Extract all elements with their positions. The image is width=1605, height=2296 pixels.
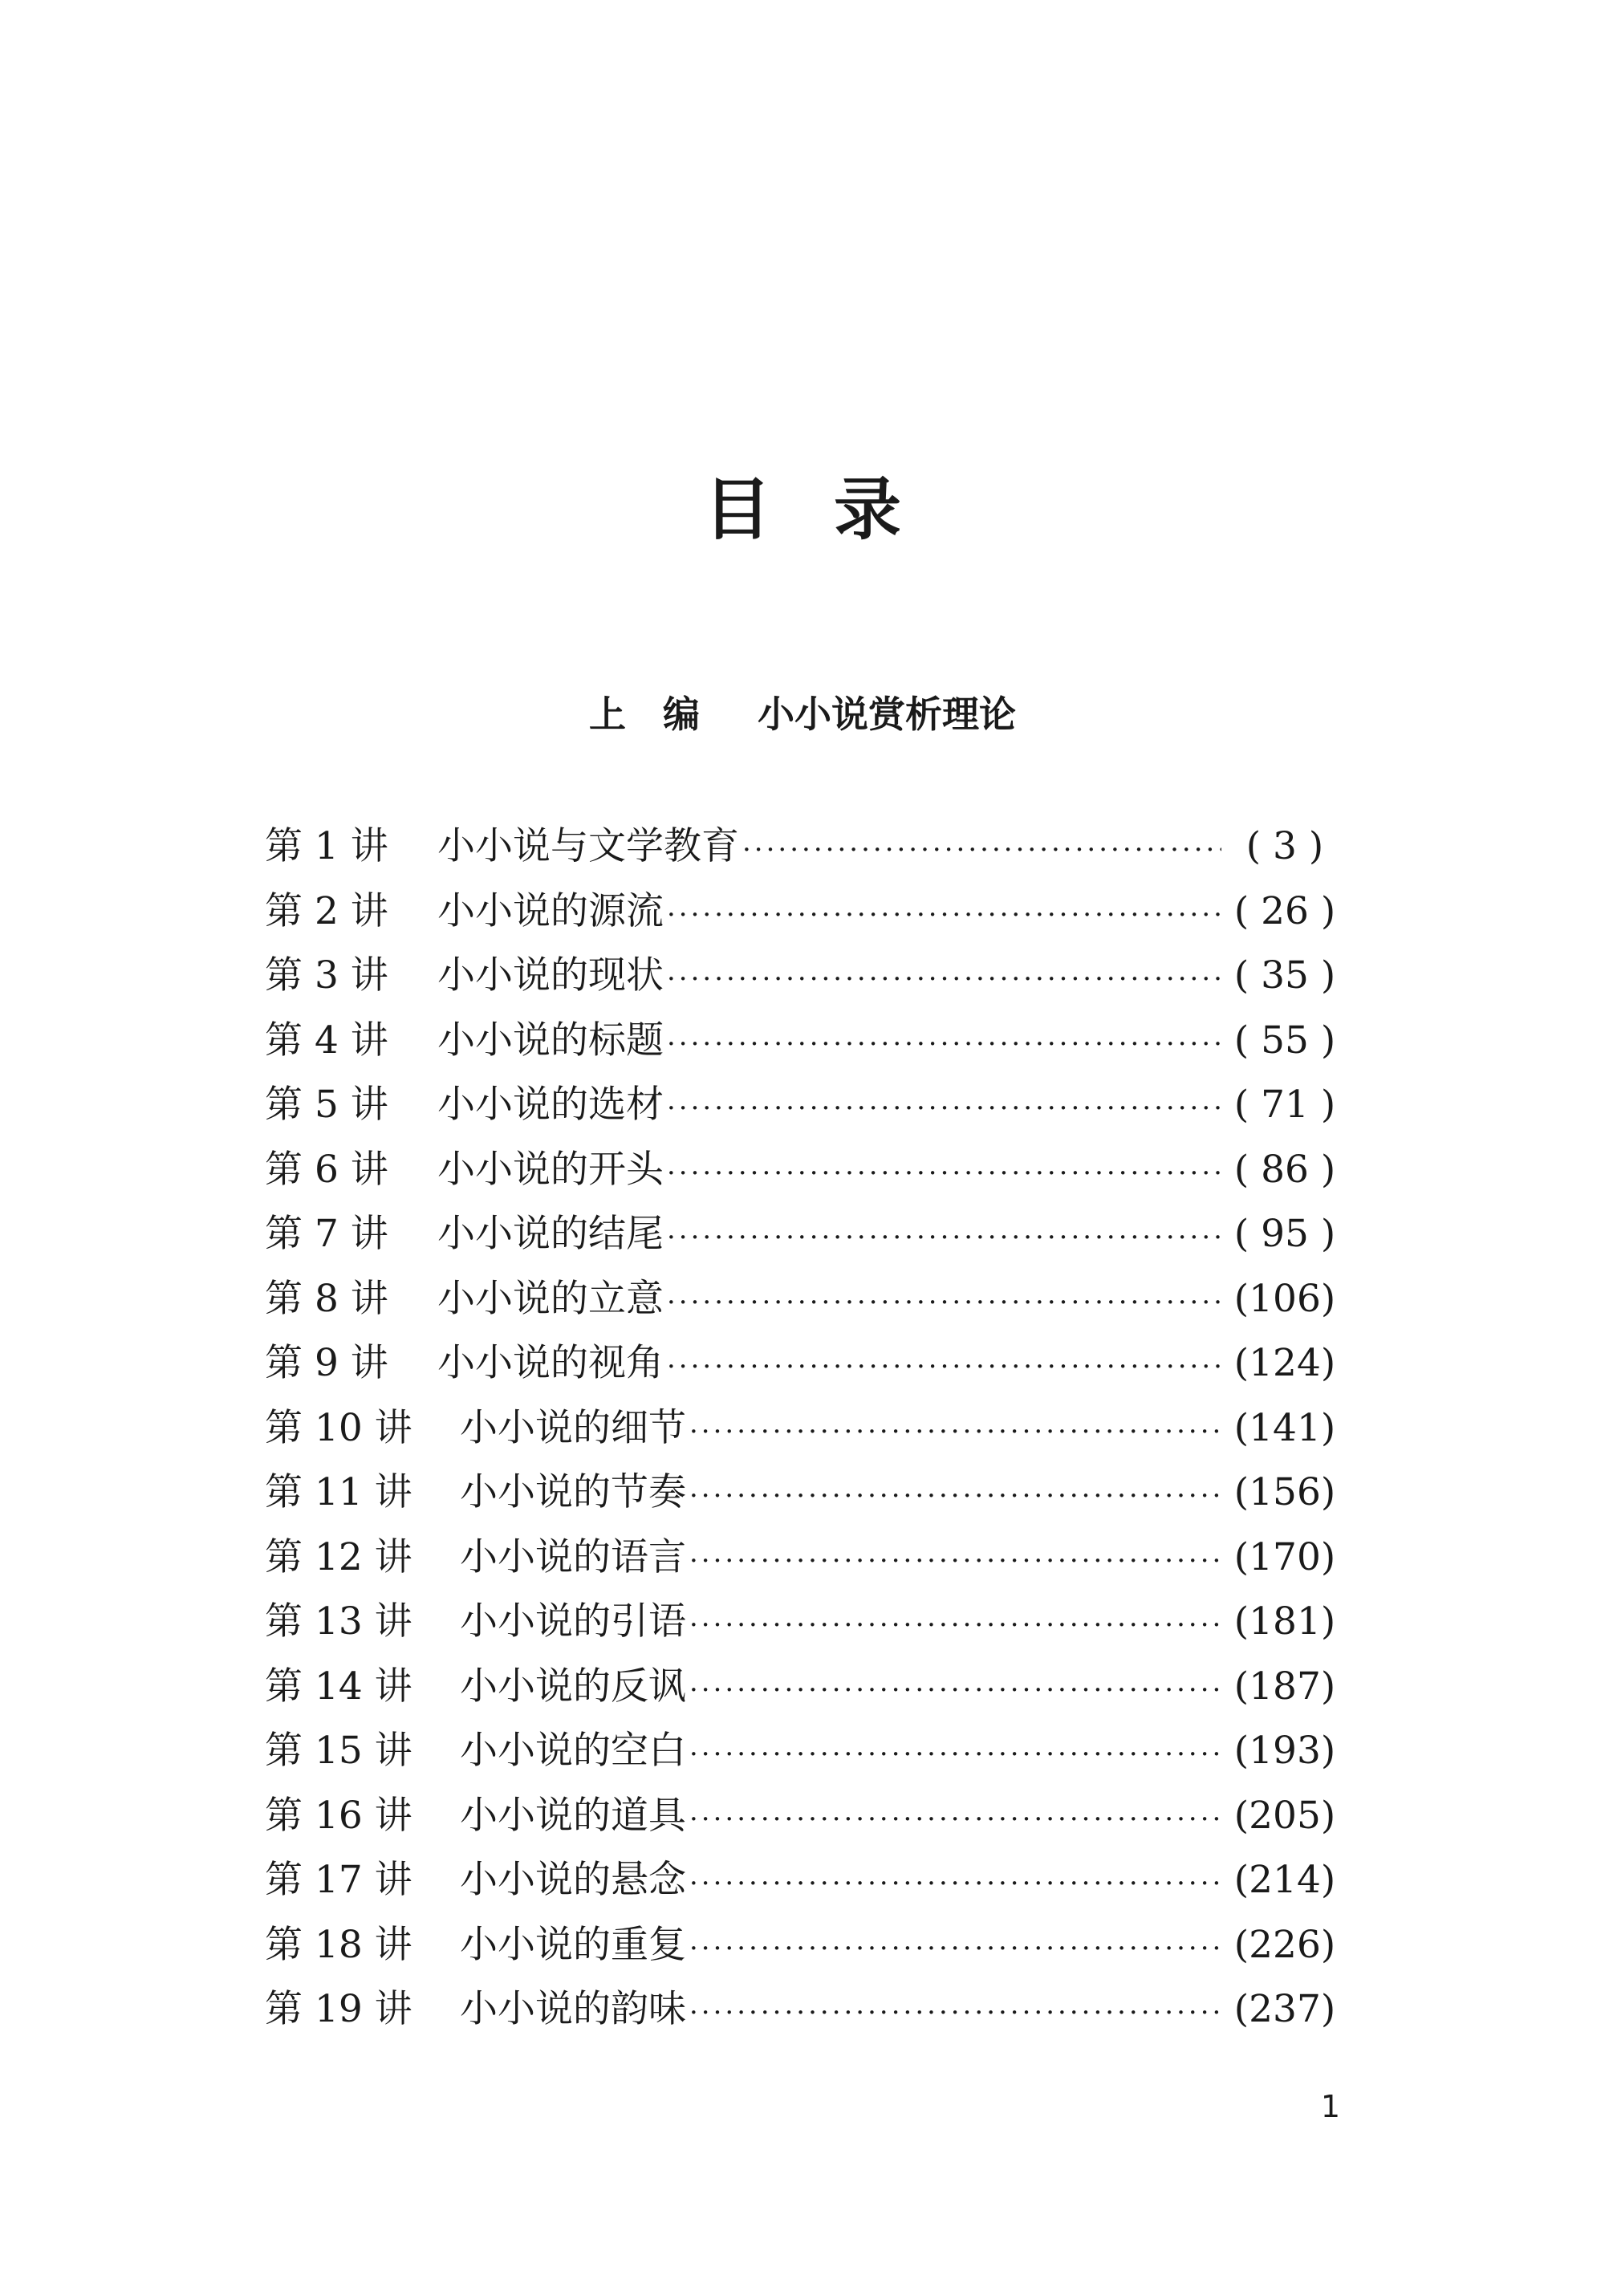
toc-entry-title: 小小说的现状 (437, 953, 664, 998)
toc-leader-dots (667, 1270, 1221, 1335)
toc-entry[interactable] (265, 1848, 1337, 1913)
toc-entry-page: (193) (1233, 1729, 1336, 1773)
toc-entry[interactable] (265, 815, 1337, 880)
toc-entry[interactable] (265, 944, 1337, 1009)
toc-leader-dots (689, 1722, 1221, 1786)
toc-entry-title: 小小说的节奏 (460, 1470, 686, 1514)
toc-entry-title: 小小说的空白 (460, 1729, 686, 1773)
toc-entry-title: 小小说的源流 (437, 888, 664, 933)
toc-entry-number: 第 13 讲 (265, 1599, 412, 1644)
toc-entry-page: (141) (1233, 1405, 1336, 1450)
toc-entry-number: 第 8 讲 (265, 1276, 388, 1321)
toc-leader-dots (742, 818, 1221, 882)
toc-leader-dots (667, 1141, 1221, 1205)
toc-leader-dots (667, 1205, 1221, 1270)
toc-entry-page: (205) (1233, 1793, 1336, 1838)
toc-entry[interactable] (265, 1331, 1337, 1396)
toc-entry-title: 小小说的韵味 (460, 1987, 686, 2031)
toc-entry[interactable] (265, 1526, 1337, 1591)
toc-entry-page: (170) (1233, 1534, 1336, 1579)
toc-entry-page: ( 95 ) (1233, 1212, 1336, 1256)
toc-entry-number: 第 12 讲 (265, 1534, 412, 1579)
toc-entry-page: (181) (1233, 1599, 1336, 1644)
toc-entry-title: 小小说的重复 (460, 1922, 686, 1967)
toc-entry[interactable] (265, 1396, 1337, 1461)
toc-entry-title: 小小说的引语 (460, 1599, 686, 1644)
toc-entry-number: 第 10 讲 (265, 1405, 412, 1450)
toc-leader-dots (689, 1787, 1221, 1851)
toc-leader-dots (689, 1593, 1221, 1657)
toc-entry-number: 第 14 讲 (265, 1664, 412, 1709)
toc-entry-page: (226) (1233, 1922, 1336, 1967)
toc-entry-number: 第 2 讲 (265, 888, 388, 933)
toc-leader-dots (689, 1529, 1221, 1593)
toc-entry[interactable] (265, 1138, 1337, 1203)
toc-entry-page: ( 86 ) (1233, 1147, 1336, 1192)
toc-entry[interactable] (265, 1073, 1337, 1138)
table-of-contents (265, 815, 1337, 2042)
toc-entry[interactable] (265, 1202, 1337, 1267)
toc-entry-title: 小小说的细节 (460, 1405, 686, 1450)
toc-entry[interactable] (265, 1784, 1337, 1849)
toc-entry-page: (237) (1233, 1987, 1336, 2031)
toc-entry[interactable] (265, 1977, 1337, 2042)
toc-entry[interactable] (265, 1719, 1337, 1784)
toc-entry-number: 第 17 讲 (265, 1858, 412, 1902)
toc-leader-dots (689, 1981, 1221, 2045)
toc-entry-number: 第 15 讲 (265, 1729, 412, 1773)
section-name: 小小说赏析理论 (758, 693, 1016, 736)
toc-entry-page: ( 55 ) (1233, 1018, 1336, 1063)
toc-leader-dots (667, 883, 1221, 947)
toc-entry[interactable] (265, 1461, 1337, 1526)
toc-entry-title: 小小说的选材 (437, 1083, 664, 1127)
toc-entry-title: 小小说的视角 (437, 1341, 664, 1385)
toc-entry[interactable] (265, 1913, 1337, 1978)
toc-leader-dots (689, 1916, 1221, 1981)
toc-entry-title: 小小说的标题 (437, 1018, 664, 1063)
toc-entry-title: 小小说的悬念 (460, 1858, 686, 1902)
page-number: 1 (1320, 2089, 1340, 2124)
toc-entry[interactable] (265, 1009, 1337, 1074)
toc-entry-title: 小小说的立意 (437, 1276, 664, 1321)
toc-leader-dots (689, 1851, 1221, 1916)
page-title: 目录 (703, 470, 964, 549)
toc-entry-number: 第 18 讲 (265, 1922, 412, 1967)
section-part-label: 上编 (589, 693, 737, 736)
toc-entry-title: 小小说的开头 (437, 1147, 664, 1192)
toc-entry-number: 第 4 讲 (265, 1018, 388, 1063)
toc-entry[interactable] (265, 1655, 1337, 1720)
toc-entry-page: ( 3 ) (1245, 824, 1324, 868)
toc-entry-page: ( 26 ) (1233, 888, 1336, 933)
toc-entry-page: (124) (1233, 1341, 1336, 1385)
toc-leader-dots (667, 1012, 1221, 1076)
toc-leader-dots (667, 947, 1221, 1011)
toc-entry-title: 小小说的结尾 (437, 1212, 664, 1256)
toc-entry-number: 第 16 讲 (265, 1793, 412, 1838)
section-heading (0, 689, 1605, 740)
toc-entry-number: 第 6 讲 (265, 1147, 388, 1192)
toc-entry-number: 第 11 讲 (265, 1470, 412, 1514)
toc-entry[interactable] (265, 1267, 1337, 1332)
toc-entry-title: 小小说与文学教育 (437, 824, 739, 868)
toc-leader-dots (667, 1335, 1221, 1399)
toc-entry-page: ( 35 ) (1233, 953, 1336, 998)
toc-entry-page: (106) (1233, 1276, 1336, 1321)
toc-entry-page: (187) (1233, 1664, 1336, 1709)
toc-entry-number: 第 3 讲 (265, 953, 388, 998)
toc-entry-title: 小小说的反讽 (460, 1664, 686, 1709)
toc-entry-title: 小小说的道具 (460, 1793, 686, 1838)
toc-entry-number: 第 19 讲 (265, 1987, 412, 2031)
toc-entry-number: 第 7 讲 (265, 1212, 388, 1256)
toc-entry[interactable] (265, 1590, 1337, 1655)
toc-leader-dots (689, 1400, 1221, 1464)
toc-leader-dots (689, 1658, 1221, 1722)
toc-entry-number: 第 1 讲 (265, 824, 388, 868)
toc-entry-number: 第 5 讲 (265, 1083, 388, 1127)
toc-entry[interactable] (265, 880, 1337, 945)
toc-entry-page: (156) (1233, 1470, 1336, 1514)
toc-entry-title: 小小说的语言 (460, 1534, 686, 1579)
toc-entry-page: (214) (1233, 1858, 1336, 1902)
toc-leader-dots (689, 1464, 1221, 1528)
toc-entry-page: ( 71 ) (1233, 1083, 1336, 1127)
toc-entry-number: 第 9 讲 (265, 1341, 388, 1385)
toc-leader-dots (667, 1076, 1221, 1140)
